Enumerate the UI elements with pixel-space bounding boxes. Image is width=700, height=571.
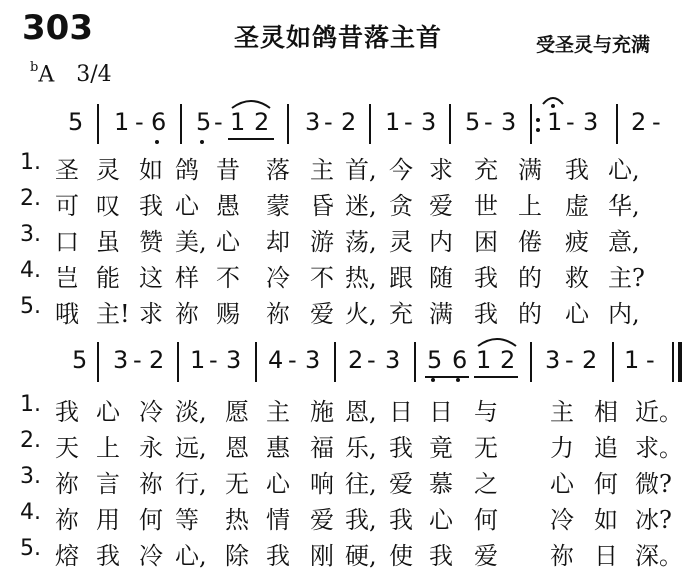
octave-dot	[200, 140, 204, 144]
lyric-syllable: 熔	[55, 542, 79, 570]
lyric-syllable: 却	[266, 228, 290, 256]
note: -	[404, 108, 413, 136]
lyric-syllable: 能	[96, 264, 120, 292]
lyric-syllable: 与	[474, 398, 498, 426]
note: 1	[547, 108, 563, 136]
note: 1	[230, 108, 246, 136]
lyric-syllable: 内	[429, 228, 453, 256]
lyric-syllable: 日	[429, 398, 453, 426]
bar-line	[612, 342, 614, 382]
final-bar-thick	[678, 342, 682, 382]
note: -	[288, 346, 297, 374]
note: -	[646, 346, 655, 374]
lyric-syllable: 我	[429, 542, 453, 570]
beam-underline	[474, 376, 518, 378]
lyric-syllable: 刚	[310, 542, 334, 570]
lyric-syllable: 叹	[96, 192, 120, 220]
octave-dot	[431, 378, 435, 382]
lyric-syllable: 上	[96, 434, 120, 462]
lyric-syllable: 我,	[345, 506, 377, 534]
lyric-syllable: 情	[266, 506, 290, 534]
lyric-syllable: 淡,	[175, 398, 207, 426]
lyric-syllable: 世	[474, 192, 498, 220]
repeat-dot	[536, 128, 540, 132]
lyric-syllable: 深。	[635, 542, 683, 570]
lyric-syllable: 圣	[55, 156, 79, 184]
lyric-syllable: 施	[310, 398, 334, 426]
lyric-syllable: 虽	[96, 228, 120, 256]
lyric-syllable: 爱	[429, 192, 453, 220]
lyric-syllable: 首,	[345, 156, 377, 184]
lyric-syllable: 我	[474, 264, 498, 292]
lyric-syllable: 心,	[175, 542, 207, 570]
hymn-title: 圣灵如鸽昔落主首	[234, 23, 443, 52]
lyric-syllable: 今	[389, 156, 413, 184]
lyric-syllable: 爱	[389, 470, 413, 498]
final-bar-thin	[672, 342, 674, 382]
note: 1	[385, 108, 401, 136]
lyric-syllable: 无	[474, 434, 498, 462]
lyric-syllable: 追	[594, 434, 618, 462]
lyric-syllable: 冷	[139, 542, 163, 570]
bar-line	[530, 342, 532, 382]
lyric-syllable: 口	[55, 228, 79, 256]
lyric-syllable: 满	[429, 300, 453, 328]
octave-dot	[456, 378, 460, 382]
note: 1	[190, 346, 206, 374]
note: 3	[305, 346, 321, 374]
lyric-syllable: 如	[139, 156, 163, 184]
lyric-syllable: 我	[389, 506, 413, 534]
lyric-syllable: 相	[594, 398, 618, 426]
note: 2	[149, 346, 165, 374]
note: 5	[427, 346, 443, 374]
lyric-syllable: 冷	[139, 398, 163, 426]
bar-line	[255, 342, 257, 382]
lyric-syllable: 充	[474, 156, 498, 184]
lyric-syllable: 落	[266, 156, 290, 184]
lyric-syllable: 灵	[389, 228, 413, 256]
lyric-syllable: 恩,	[345, 398, 377, 426]
lyric-syllable: 昏	[310, 192, 334, 220]
note: -	[133, 346, 142, 374]
note: 2	[254, 108, 270, 136]
note: 5	[68, 108, 84, 136]
note: 1	[476, 346, 492, 374]
note: 2	[341, 108, 357, 136]
note: 5	[465, 108, 481, 136]
lyric-syllable: 我	[55, 398, 79, 426]
lyric-syllable: 的	[518, 300, 542, 328]
note: -	[484, 108, 493, 136]
lyric-syllable: 内,	[608, 300, 640, 328]
lyric-syllable: 火,	[345, 300, 377, 328]
lyric-syllable: 随	[429, 264, 453, 292]
key-flat: b	[30, 60, 39, 75]
note: 3	[305, 108, 321, 136]
lyric-syllable: 上	[518, 192, 542, 220]
note: 2	[348, 346, 364, 374]
note: 3	[385, 346, 401, 374]
lyric-syllable: 救	[565, 264, 589, 292]
lyric-syllable: 主!	[96, 300, 130, 328]
lyric-syllable: 求	[139, 300, 163, 328]
lyric-syllable: 何	[474, 506, 498, 534]
bar-line	[287, 104, 289, 144]
verse-number: 1.	[20, 392, 41, 417]
lyric-syllable: 无	[225, 470, 249, 498]
lyric-syllable: 爱	[310, 300, 334, 328]
repeat-dot	[536, 118, 540, 122]
staff-system-1	[0, 104, 700, 154]
lyric-syllable: 等	[175, 506, 199, 534]
lyric-syllable: 祢	[55, 506, 79, 534]
note: 3	[421, 108, 437, 136]
lyric-syllable: 冰?	[635, 506, 672, 534]
lyric-syllable: 充	[389, 300, 413, 328]
lyric-syllable: 我	[474, 300, 498, 328]
verse-number: 2.	[20, 186, 41, 211]
bar-line	[334, 342, 336, 382]
note: -	[324, 108, 333, 136]
lyric-syllable: 主	[310, 156, 334, 184]
lyric-syllable: 祢	[266, 300, 290, 328]
lyric-syllable: 心	[550, 470, 574, 498]
lyric-syllable: 如	[594, 506, 618, 534]
verse-number: 2.	[20, 428, 41, 453]
lyric-syllable: 赞	[139, 228, 163, 256]
lyric-syllable: 意,	[608, 228, 640, 256]
lyric-syllable: 我	[565, 156, 589, 184]
verse-number: 3.	[20, 464, 41, 489]
lyric-syllable: 愿	[225, 398, 249, 426]
lyric-syllable: 冷	[550, 506, 574, 534]
note: -	[209, 346, 218, 374]
note: 5	[196, 108, 212, 136]
lyric-syllable: 鸽	[175, 156, 199, 184]
fermata	[541, 94, 565, 106]
beam-underline	[228, 138, 274, 140]
note: 2	[500, 346, 516, 374]
lyric-syllable: 心	[266, 470, 290, 498]
lyric-syllable: 响	[310, 470, 334, 498]
beam-underline	[425, 376, 469, 378]
slur	[476, 334, 518, 348]
lyric-syllable: 近。	[635, 398, 683, 426]
lyric-syllable: 愚	[216, 192, 240, 220]
lyric-syllable: 远,	[175, 434, 207, 462]
lyric-syllable: 主	[550, 398, 574, 426]
note: 6	[452, 346, 468, 374]
note: 3	[501, 108, 517, 136]
lyric-syllable: 除	[225, 542, 249, 570]
lyric-syllable: 热,	[345, 264, 377, 292]
verse-number: 4.	[20, 500, 41, 525]
note: 2	[631, 108, 647, 136]
hymn-number: 303	[22, 8, 93, 48]
note: -	[652, 108, 661, 136]
time-signature: 3/4	[76, 62, 112, 88]
lyric-syllable: 困	[474, 228, 498, 256]
slur	[230, 96, 272, 110]
note: 1	[114, 108, 130, 136]
lyric-syllable: 不	[216, 264, 240, 292]
verse-number: 5.	[20, 294, 41, 319]
lyric-syllable: 求。	[635, 434, 683, 462]
bar-line	[369, 104, 371, 144]
verse-number: 5.	[20, 536, 41, 561]
note: -	[566, 108, 575, 136]
lyric-syllable: 贪	[389, 192, 413, 220]
lyric-syllable: 祢	[139, 470, 163, 498]
lyric-syllable: 使	[389, 542, 413, 570]
note: -	[214, 108, 223, 136]
note: -	[565, 346, 574, 374]
lyric-syllable: 心	[175, 192, 199, 220]
verse-number: 4.	[20, 258, 41, 283]
lyric-syllable: 爱	[474, 542, 498, 570]
note: 3	[545, 346, 561, 374]
bar-line	[616, 104, 618, 144]
lyric-syllable: 乐,	[345, 434, 377, 462]
lyric-syllable: 祢	[55, 470, 79, 498]
verse-number: 1.	[20, 150, 41, 175]
lyric-syllable: 赐	[216, 300, 240, 328]
lyric-syllable: 美,	[175, 228, 207, 256]
lyric-syllable: 心	[429, 506, 453, 534]
key-name: A	[38, 62, 55, 88]
lyric-syllable: 主	[266, 398, 290, 426]
lyric-syllable: 何	[139, 506, 163, 534]
lyric-syllable: 何	[594, 470, 618, 498]
lyric-syllable: 主?	[608, 264, 645, 292]
lyric-syllable: 言	[96, 470, 120, 498]
hymn-category: 受圣灵与充满	[536, 34, 651, 56]
lyric-syllable: 力	[550, 434, 574, 462]
lyric-syllable: 硬,	[345, 542, 377, 570]
note: 3	[583, 108, 599, 136]
lyric-syllable: 疲	[565, 228, 589, 256]
lyric-syllable: 慕	[429, 470, 453, 498]
bar-line	[449, 104, 451, 144]
lyric-syllable: 心,	[608, 156, 640, 184]
lyric-syllable: 样	[175, 264, 199, 292]
lyric-syllable: 恩	[225, 434, 249, 462]
lyric-syllable: 惠	[266, 434, 290, 462]
lyric-syllable: 微?	[635, 470, 672, 498]
lyric-syllable: 我	[389, 434, 413, 462]
lyric-syllable: 这	[139, 264, 163, 292]
lyric-syllable: 用	[96, 506, 120, 534]
lyric-syllable: 岂	[55, 264, 79, 292]
bar-line	[180, 104, 182, 144]
lyric-syllable: 心	[216, 228, 240, 256]
lyric-syllable: 满	[518, 156, 542, 184]
lyric-syllable: 心	[565, 300, 589, 328]
note: -	[367, 346, 376, 374]
lyric-syllable: 求	[429, 156, 453, 184]
note: 2	[582, 346, 598, 374]
note: 3	[113, 346, 129, 374]
lyric-syllable: 祢	[550, 542, 574, 570]
lyric-syllable: 我	[96, 542, 120, 570]
lyric-syllable: 哦	[55, 300, 79, 328]
lyric-syllable: 冷	[266, 264, 290, 292]
lyric-syllable: 游	[310, 228, 334, 256]
lyric-syllable: 跟	[389, 264, 413, 292]
lyric-syllable: 往,	[345, 470, 377, 498]
lyric-syllable: 热	[225, 506, 249, 534]
lyric-syllable: 日	[594, 542, 618, 570]
lyric-syllable: 之	[474, 470, 498, 498]
lyric-syllable: 心	[96, 398, 120, 426]
lyric-syllable: 祢	[175, 300, 199, 328]
lyric-syllable: 迷,	[345, 192, 377, 220]
lyric-syllable: 福	[310, 434, 334, 462]
note: 5	[72, 346, 88, 374]
note: -	[135, 108, 144, 136]
note: 6	[151, 108, 167, 136]
key-signature	[30, 62, 112, 87]
lyric-syllable: 天	[55, 434, 79, 462]
lyric-syllable: 昔	[216, 156, 240, 184]
bar-line	[97, 104, 99, 144]
lyric-syllable: 爱	[310, 506, 334, 534]
lyric-syllable: 蒙	[266, 192, 290, 220]
lyric-syllable: 的	[518, 264, 542, 292]
note: 4	[268, 346, 284, 374]
lyric-syllable: 不	[310, 264, 334, 292]
lyric-syllable: 虚	[565, 192, 589, 220]
lyric-syllable: 可	[55, 192, 79, 220]
lyric-syllable: 竟	[429, 434, 453, 462]
note: 3	[226, 346, 242, 374]
lyric-syllable: 日	[389, 398, 413, 426]
lyric-syllable: 永	[139, 434, 163, 462]
bar-line	[414, 342, 416, 382]
lyric-syllable: 灵	[96, 156, 120, 184]
lyric-syllable: 我	[266, 542, 290, 570]
lyric-syllable: 华,	[608, 192, 640, 220]
verse-number: 3.	[20, 222, 41, 247]
bar-line	[97, 342, 99, 382]
staff-system-2	[0, 340, 700, 390]
octave-dot	[155, 140, 159, 144]
bar-line	[177, 342, 179, 382]
lyric-syllable: 荡,	[345, 228, 377, 256]
lyric-syllable: 行,	[175, 470, 207, 498]
note: 1	[624, 346, 640, 374]
lyric-syllable: 倦	[518, 228, 542, 256]
bar-line	[530, 104, 532, 144]
lyric-syllable: 我	[139, 192, 163, 220]
